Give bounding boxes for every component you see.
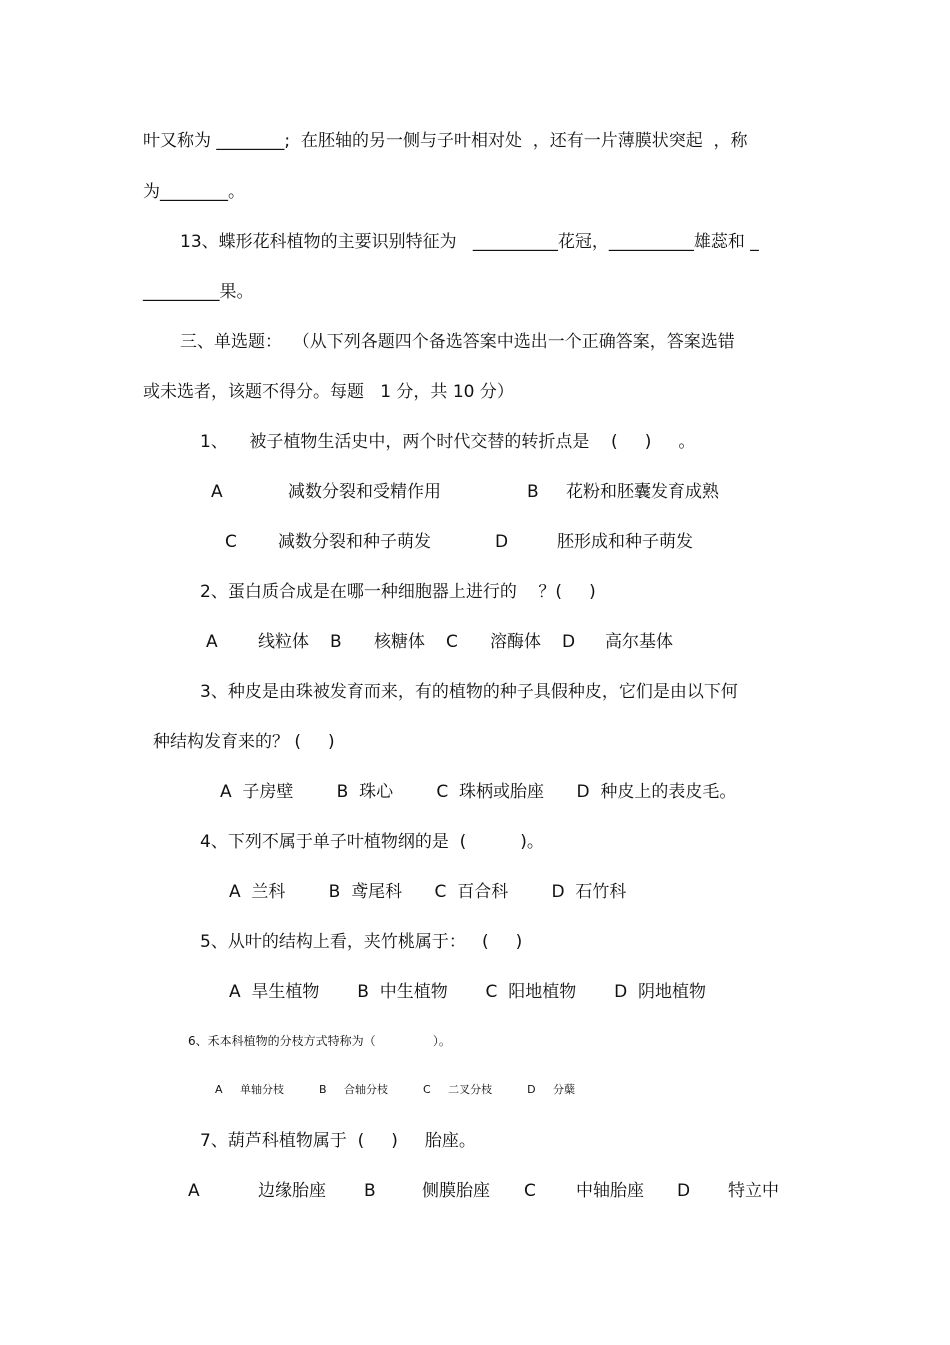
q3-stem-cont: 种结构发育来的？ ( ) xyxy=(153,732,335,752)
section-instructions: 或未选者，该题不得分。每题 1 分，共 10 分） xyxy=(143,382,514,402)
q7-option-d-letter: D xyxy=(677,1181,691,1201)
q6-stem: 6、禾本科植物的分枝方式特称为（ ）。 xyxy=(188,1034,451,1048)
q1-option-c-text: 减数分裂和种子萌发 xyxy=(278,532,431,552)
q1-stem: 1、 被子植物生活史中，两个时代交替的转折点是 ( ) 。 xyxy=(200,432,696,452)
q5-stem: 5、从叶的结构上看，夹竹桃属于： ( ) xyxy=(200,932,523,952)
q2-stem: 2、蛋白质合成是在哪一种细胞器上进行的 ？( ) xyxy=(200,582,596,602)
q1-option-b-text: 花粉和胚囊发育成熟 xyxy=(566,482,719,502)
q1-option-a-letter: A xyxy=(211,482,223,502)
q4-options: A 兰科 B 鸢尾科 C 百合科 D 石竹科 xyxy=(229,882,627,902)
q5-options: A 旱生植物 B 中生植物 C 阳地植物 D 阴地植物 xyxy=(229,982,706,1002)
q4-stem: 4、下列不属于单子叶植物纲的是 ( )。 xyxy=(200,832,544,852)
q7-option-b-text: 侧膜胎座 xyxy=(422,1181,490,1201)
q7-option-d-text: 特立中 xyxy=(728,1181,779,1201)
q7-stem: 7、葫芦科植物属于 ( ) 胎座。 xyxy=(200,1131,476,1151)
q2-option-c-text: 溶酶体 xyxy=(490,632,541,652)
q2-option-c-letter: C xyxy=(446,632,458,652)
section-heading: 三、单选题： （从下列各题四个备选答案中选出一个正确答案，答案选错 xyxy=(180,332,735,352)
q3-options: A 子房壁 B 珠心 C 珠柄或胎座 D 种皮上的表皮毛。 xyxy=(220,782,737,802)
question-13: 13、蝶形花科植物的主要识别特征为 __________花冠，__________雄蕊和 _ xyxy=(180,232,759,252)
q7-option-a-letter: A xyxy=(188,1181,200,1201)
q1-option-d-letter: D xyxy=(495,532,509,552)
q7-option-c-letter: C xyxy=(524,1181,536,1201)
q2-option-a-letter: A xyxy=(206,632,218,652)
q1-option-c-letter: C xyxy=(225,532,237,552)
q3-stem: 3、种皮是由珠被发育而来，有的植物的种子具假种皮，它们是由以下何 xyxy=(200,682,738,702)
text-line-2: 为________。 xyxy=(143,182,245,202)
q7-option-c-text: 中轴胎座 xyxy=(576,1181,644,1201)
q7-option-b-letter: B xyxy=(364,1181,376,1201)
q1-option-a-text: 减数分裂和受精作用 xyxy=(288,482,441,502)
q6-options: A 单轴分枝 B 合轴分枝 C 二叉分枝 D 分蘖 xyxy=(215,1083,576,1096)
text-line-1: 叶又称为 ________; 在胚轴的另一侧与子叶相对处 ，还有一片薄膜状突起 ，称 xyxy=(143,131,748,151)
question-13-cont: _________果。 xyxy=(143,282,254,302)
q2-option-b-text: 核糖体 xyxy=(374,632,425,652)
q2-option-d-letter: D xyxy=(562,632,576,652)
q1-option-b-letter: B xyxy=(527,482,539,502)
q2-option-d-text: 高尔基体 xyxy=(605,632,673,652)
q1-option-d-text: 胚形成和种子萌发 xyxy=(557,532,693,552)
q2-option-b-letter: B xyxy=(330,632,342,652)
q7-option-a-text: 边缘胎座 xyxy=(258,1181,326,1201)
q2-option-a-text: 线粒体 xyxy=(258,632,309,652)
